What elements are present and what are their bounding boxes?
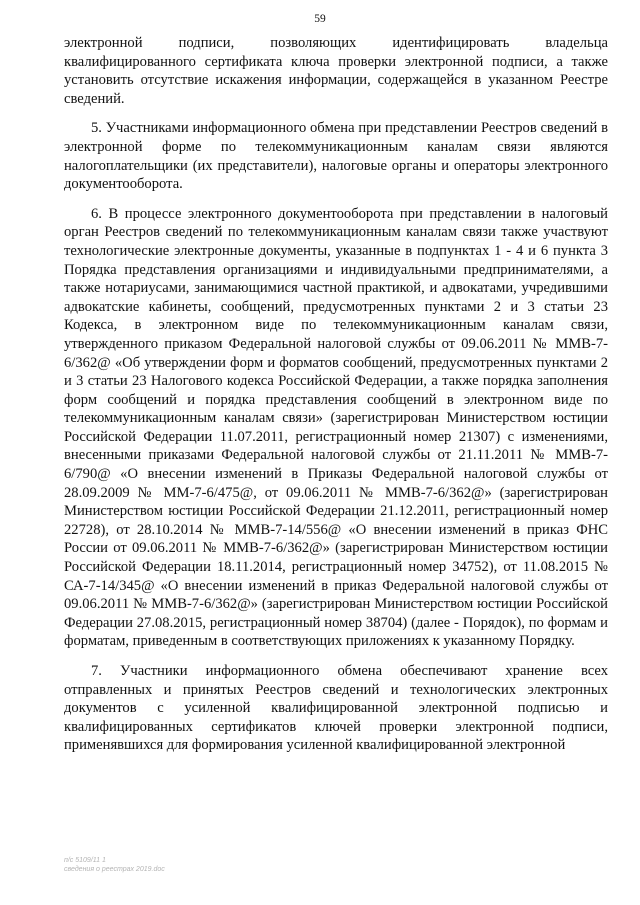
footer-line-2: сведения о реестрах 2019.doc — [64, 866, 165, 873]
document-footer — [64, 856, 165, 874]
paragraph-item-5: 5. Участниками информационного обмена при представлении Реестров сведений в электронной форме по телекоммуникационным каналам связи являются налогоплательщики (их представители), налоговые органы и операторы электронного документооборота. — [64, 120, 608, 193]
paragraph-item-6: 6. В процессе электронного документооборота при представлении в налоговый орган Реестров сведений по телекоммуникационным каналам связи также участвуют технологические электронные документы, указанные в подпунктах 1 - 4 и 6 пункта 3 Порядка представления организациями и индивидуальными предпринимателями, а также нотариусами, занимающимися частной практикой, и адвокатами, учредившими адвокатские кабинеты, сообщений, предусмотренных пунктами 2 и 3 статьи 23 Кодекса, в электронном виде по телекоммуникационным каналам связи, утвержденного приказом Федеральной налоговой службы от 09.06.2011 № ММВ-7-6/362@ «Об утверждении форм и форматов сообщений, предусмотренных пунктами 2 и 3 статьи 23 Налогового кодекса Российской Федерации, а также порядка заполнения форм сообщений и порядка представления сообщений в электронном виде по телекоммуникационным каналам связи» (зарегистрирован Министерством юстиции Российской Федерации 11.07.2011, регистрационный номер 21307) с изменениями, внесенными приказами Федеральной налоговой службы от 21.11.2011 № ММВ-7-6/790@ «О внесении изменений в Приказы Федеральной налоговой службы от 28.09.2009 № ММ-7-6/475@, от 09.06.2011 № ММВ-7-6/362@» (зарегистрирован Министерством юстиции Российской Федерации 21.12.2011, регистрационный номер 22728), от 28.10.2014 № ММВ-7-14/556@ «О внесении изменений в приказ ФНС России от 09.06.2011 № ММВ-7-6/362@» (зарегистрирован Министерством юстиции Российской Федерации 18.11.2014, регистрационный номер 34752), от 11.08.2015 № СА-7-14/345@ «О внесении изменений в приказ Федеральной налоговой службы от 09.06.2011 № ММВ-7-6/362@» (зарегистрирован Министерством юстиции Российской Федерации 27.08.2015, регистрационный номер 38704) (далее - Порядок), по формам и форматам, приведенным в соответствующих приложениях к указанному Порядку. — [64, 205, 608, 650]
paragraph-item-7: 7. Участники информационного обмена обеспечивают хранение всех отправленных и принятых Реестров сведений и технологических электронных документов с усиленной квалифицированной электронной подписью и квалифицированных сертификатов ключей проверки электронной подписи, применявшихся для формирования усиленной квалифицированной электронной — [64, 663, 608, 754]
document-body — [64, 34, 608, 766]
paragraph-continuation: электронной подписи, позволяющих идентифицировать владельца квалифицированного сертификата ключа проверки электронной подписи, а также установить отсутствие искажения информации, содержащейся в указанном Реестре сведений. — [64, 35, 608, 107]
footer-line-1: п/с 5109/11 1 — [64, 857, 106, 864]
page-number: 59 — [314, 13, 326, 25]
